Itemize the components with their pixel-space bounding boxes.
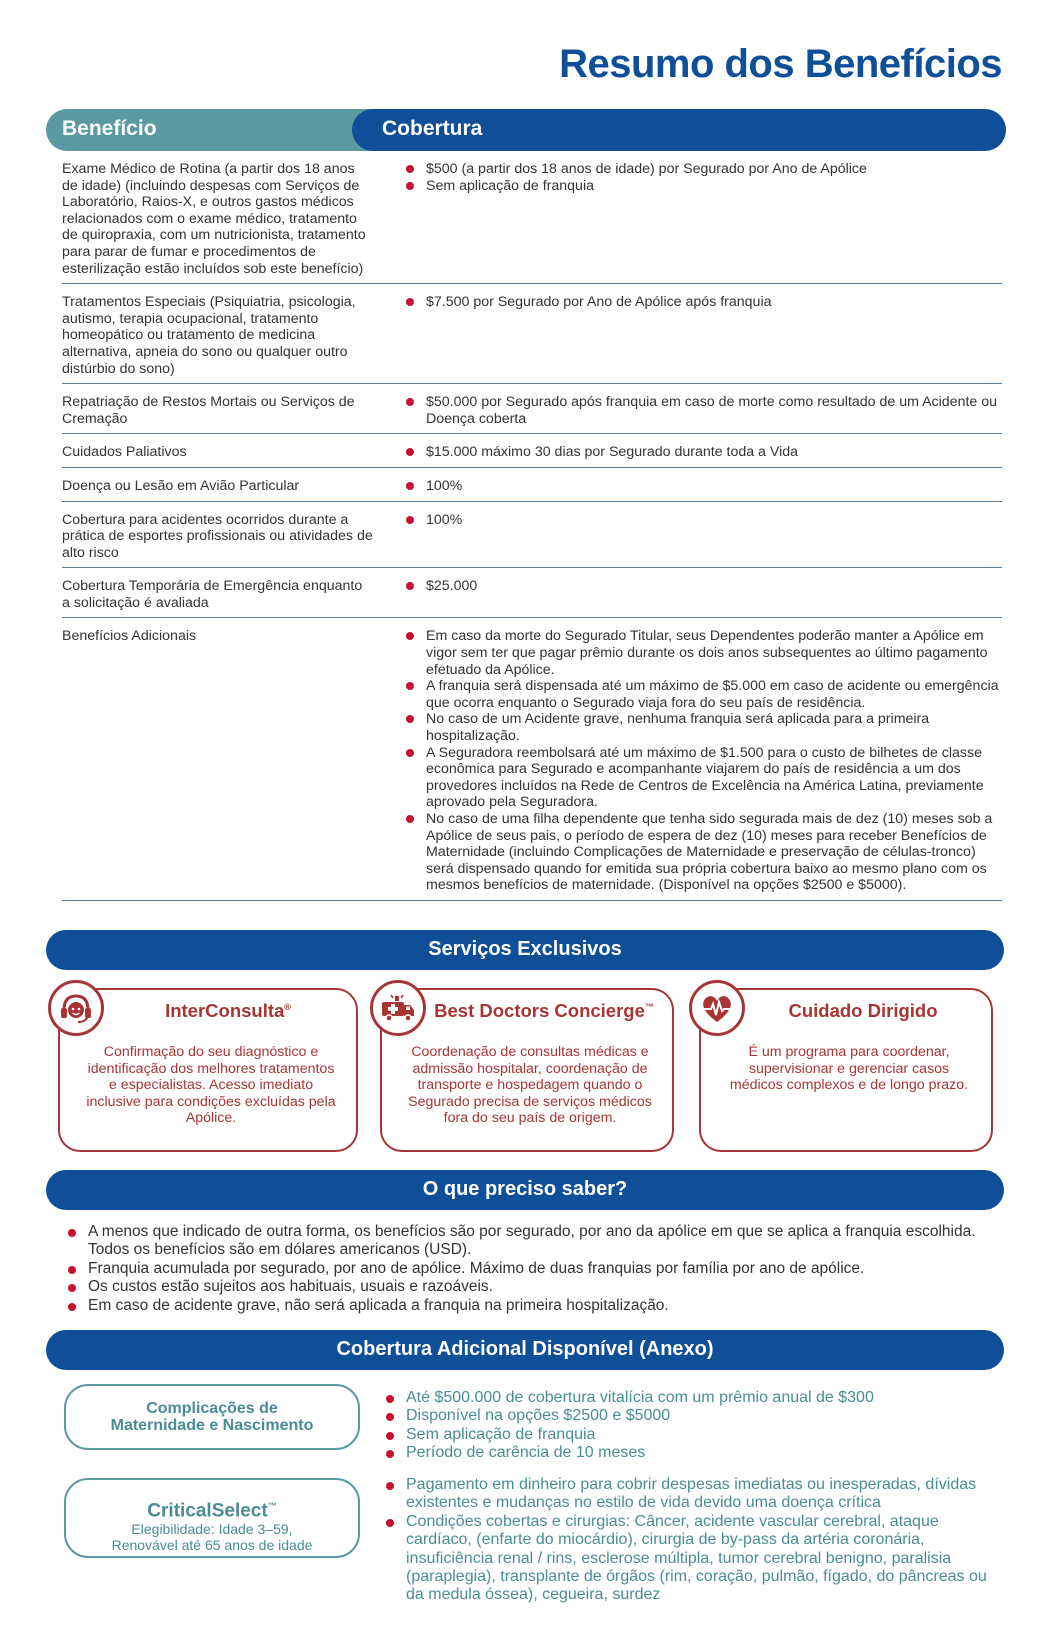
coverage-item: A Seguradora reembolsará até um máximo de $1.500 para o custo de bilhetes de classe econômica para Segurado e acompanhante viajarem do país de residência a um dos provedores incluídos na Rede de Centros de Excelência na América Latina, previamente aprovado pela Seguradora. [404, 745, 1002, 811]
table-row [62, 151, 1002, 284]
interconsulta-card [58, 988, 358, 1152]
table-row [62, 468, 1002, 502]
list-item: A menos que indicado de outra forma, os benefícios são por segurado, por ano da apólice em que se aplica a franquia escolhida. Todos os benefícios são em dólares americanos (USD). [66, 1223, 996, 1260]
heart-pulse-icon [689, 980, 745, 1036]
benefit-cell: Cobertura para acidentes ocorridos durante a prática de esportes profissionais ou atividades de alto risco [62, 511, 373, 561]
coverage-cell [380, 444, 1002, 461]
criticalselect-list [386, 1476, 1006, 1605]
coverage-cell [380, 294, 1002, 377]
table-row [62, 502, 1002, 569]
concierge-card [380, 988, 674, 1152]
coverage-item: No caso de um Acidente grave, nenhuma franquia será aplicada para a primeira hospitalização. [404, 711, 1002, 744]
list-item: Em caso de acidente grave, não será aplicada a franquia na primeira hospitalização. [66, 1297, 996, 1315]
card-title: Best Doctors Concierge™ [434, 1000, 654, 1021]
headset-agent-icon [48, 980, 104, 1036]
benefit-cell: Tratamentos Especiais (Psiquiatria, psicologia, autismo, terapia ocupacional, tratamento homeopático ou tratamento de medicina alternativa, apneia do sono ou qualquer outro distúrbio do sono) [62, 294, 356, 377]
additional-coverage-heading: Cobertura Adicional Disponível (Anexo) [46, 1330, 1004, 1370]
list-item: Condições cobertas e cirurgias: Câncer, acidente vascular cerebral, ataque cardíaco, (enfarte do miocárdio), cirurgia de by-pass da artéria coronária, insuficiência renal / rins, esclerose múltipla, tumor cerebral benigno, paralisia (paraplegia), transplante de órgãos (rim, coração, pulmão, fígado, do pâncreas ou da medula óssea), cegueira, surdez [386, 1513, 1006, 1605]
page-title: Resumo dos Benefícios [559, 42, 1002, 86]
benefit-cell: Cuidados Paliativos [62, 444, 187, 461]
list-item: Sem aplicação de franquia [386, 1426, 1006, 1444]
benefits-table [62, 151, 1002, 901]
card-text: Coordenação de consultas médicas e admissão hospitalar, coordenação de transporte e hospedagem quando o Segurado precisa de serviços médicos fora do seu país de origem. [408, 1044, 652, 1127]
list-item: Os custos estão sujeitos aos habituais, usuais e razoáveis. [66, 1278, 996, 1296]
benefit-cell: Repatriação de Restos Mortais ou Serviços de Cremação [62, 394, 355, 427]
coverage-cell [380, 628, 1002, 894]
card-title: InterConsulta® [165, 1000, 291, 1021]
list-item: Disponível na opções $2500 e $5000 [386, 1407, 1006, 1425]
table-row [62, 384, 1002, 434]
card-title: Cuidado Dirigido [788, 1000, 938, 1021]
coverage-item: 100% [404, 478, 1002, 495]
coverage-item: $15.000 máximo 30 dias por Segurado durante toda a Vida [404, 444, 1002, 461]
list-item: Até $500.000 de cobertura vitalícia com um prêmio anual de $300 [386, 1389, 1006, 1407]
benefits-table-header [46, 109, 1006, 151]
criticalselect-label: CriticalSelect™ Elegibilidade: Idade 3–59, Renovável até 65 anos de idade [64, 1478, 360, 1558]
benefit-cell: Doença ou Lesão em Avião Particular [62, 477, 300, 494]
need-to-know-heading: O que preciso saber? [46, 1170, 1004, 1210]
coverage-cell [380, 478, 1002, 495]
benefit-cell: Benefícios Adicionais [62, 628, 197, 645]
list-item: Período de carência de 10 meses [386, 1444, 1006, 1462]
header-coverage: Cobertura [352, 109, 1006, 151]
need-to-know-list [66, 1223, 996, 1315]
coverage-item: A franquia será dispensada até um máximo de $5.000 em caso de acidente ou emergência que ocorra enquanto o Segurado viaja fora do seu país de residência. [404, 678, 1002, 711]
table-row [62, 618, 1002, 901]
managed-care-card [699, 988, 993, 1152]
card-text: É um programa para coordenar, supervisionar e gerenciar casos médicos complexos e de longo prazo. [729, 1044, 969, 1094]
maternity-label: Complicações de Maternidade e Nascimento [64, 1384, 360, 1450]
maternity-list [386, 1389, 1006, 1463]
exclusive-services-heading: Serviços Exclusivos [46, 930, 1004, 970]
benefit-cell: Cobertura Temporária de Emergência enquanto a solicitação é avaliada [62, 578, 363, 611]
coverage-cell [380, 161, 1002, 277]
table-row [62, 284, 1002, 384]
coverage-item: Em caso da morte do Segurado Titular, seus Dependentes poderão manter a Apólice em vigor sem ter que pagar prêmio durante os dois anos subsequentes ao último pagamento efetuado da Apólice. [404, 628, 1002, 678]
coverage-item: 100% [404, 512, 1002, 529]
list-item: Pagamento em dinheiro para cobrir despesas imediatas ou inesperadas, dívidas existentes e mudanças no estilo de vida devido uma doença crítica [386, 1476, 1006, 1513]
coverage-cell [380, 512, 1002, 562]
coverage-cell [380, 578, 1002, 611]
ambulance-icon [370, 980, 426, 1036]
coverage-item: $25.000 [404, 578, 1002, 595]
benefit-cell: Exame Médico de Rotina (a partir dos 18 anos de idade) (incluindo despesas com Serviços de Laboratório, Raios-X, e outros gastos médicos relacionados com o exame médico, tratamento de quiropraxia, com um nutricionista, tratamento para parar de fumar e procedimentos de esterilização estão incluídos sob este benefício) [62, 161, 366, 277]
coverage-item: $500 (a partir dos 18 anos de idade) por Segurado por Ano de Apólice [404, 161, 1002, 178]
coverage-item: No caso de uma filha dependente que tenha sido segurada mais de dez (10) meses sob a Apólice de seus pais, o período de espera de dez (10) meses para receber Benefícios de Maternidade (incluindo Complicações de Maternidade e preservação de células-tronco) será dispensado quando for emitida sua própria cobertura baixo ao mesmo plano com os mesmos benefícios de maternidade. (Disponível na opções $2500 e $5000). [404, 811, 1002, 894]
coverage-item: Sem aplicação de franquia [404, 178, 1002, 195]
coverage-cell [380, 394, 1002, 427]
table-row [62, 568, 1002, 618]
list-item: Franquia acumulada por segurado, por ano de apólice. Máximo de duas franquias por família por ano de apólice. [66, 1260, 996, 1278]
header-benefit: Benefício [46, 109, 376, 151]
card-text: Confirmação do seu diagnóstico e identificação dos melhores tratamentos e especialistas. Acesso imediato inclusive para condições excluídas pela Apólice. [86, 1044, 336, 1127]
coverage-item: $50.000 por Segurado após franquia em caso de morte como resultado de um Acidente ou Doença coberta [404, 394, 1002, 427]
coverage-item: $7.500 por Segurado por Ano de Apólice após franquia [404, 294, 1002, 311]
table-row [62, 434, 1002, 468]
